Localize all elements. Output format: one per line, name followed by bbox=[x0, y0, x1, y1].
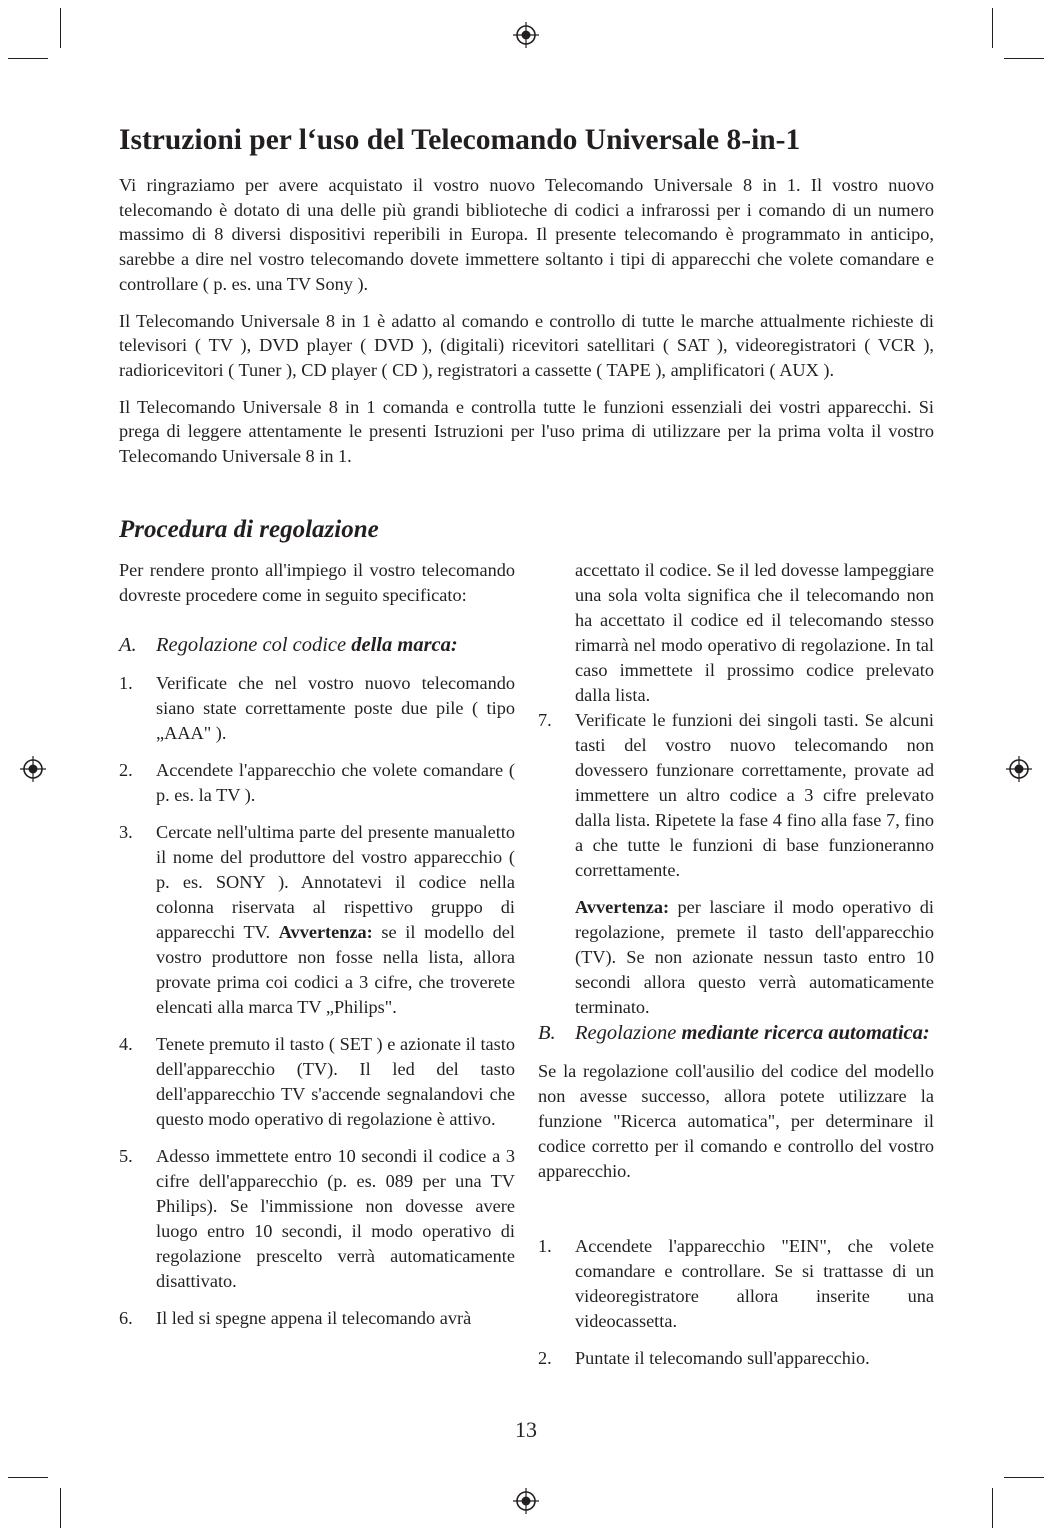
list-number: 1. bbox=[119, 673, 133, 693]
subheading-bold: della marca: bbox=[351, 634, 458, 656]
list-item bbox=[538, 708, 934, 883]
list-text: Tenete premuto il tasto ( SET ) e azionate il tasto dell'apparecchio (TV). Il led del tasto dell'apparecchio TV s'accende segnalandovi che questo modo operativo di regolazione è attivo. bbox=[156, 1034, 515, 1129]
list-item bbox=[119, 671, 515, 746]
list-number: 7. bbox=[538, 710, 552, 730]
crop-mark bbox=[992, 8, 993, 48]
list-item bbox=[119, 1306, 515, 1331]
list-text: Verificate che nel vostro nuovo telecomando siano state correttamente poste due pile ( tipo „AAA" ). bbox=[156, 673, 515, 743]
intro-paragraph: Il Telecomando Universale 8 in 1 è adatto al comando e controllo di tutte le marche attualmente richieste di televisori ( TV ), DVD player ( DVD ), (digitali) ricevitori satellitari ( SAT ), videoregistratori ( VCR ), radioricevitori ( Tuner ), CD player ( CD ), registratori a cassette ( TAPE ), amplificatori ( AUX ). bbox=[119, 310, 934, 380]
page-number: 13 bbox=[515, 1417, 537, 1442]
registration-mark-icon bbox=[513, 1488, 539, 1514]
list-item bbox=[538, 1346, 934, 1371]
list-continuation: accettato il codice. Se il led dovesse lampeggiare una sola volta significa che il telecomando non ha accettato il codice ed il telecomando stesso rimarrà nel modo operativo di regolazione. In tal caso immettete il prossimo codice prelevato dalla lista. bbox=[575, 560, 934, 705]
list-item bbox=[538, 1234, 934, 1334]
list-text-part: se il modello del vostro produttore non fosse nella lista, allora provate prima coi codici a 3 cifre, che troverete elencati alla marca TV „Philips". bbox=[156, 922, 515, 1017]
list-text: Adesso immettete entro 10 secondi il codice a 3 cifre dell'apparecchio (p. es. 089 per una TV Philips). Se l'immissione non dovesse avere luogo entro 10 secondi, il modo operativo di regolazione prescelto verrà automaticamente disattivato. bbox=[156, 1146, 515, 1291]
list-item bbox=[119, 758, 515, 808]
crop-mark bbox=[8, 58, 48, 59]
subheading-a bbox=[119, 632, 515, 659]
note-paragraph bbox=[538, 895, 934, 1020]
page-title: Istruzioni per l‘uso del Telecomando Universale 8-in-1 bbox=[119, 124, 801, 156]
list-number: 2. bbox=[538, 1348, 552, 1368]
section-lead: Se la regolazione coll'ausilio del codice del modello non avesse successo, allora potete utilizzare la funzione "Ricerca automatica", per determinare il codice corretto per il comando e controllo del vostro apparecchio. bbox=[538, 1061, 934, 1181]
intro-paragraph: Il Telecomando Universale 8 in 1 comanda e controlla tutte le funzioni essenziali dei vostri apparecchi. Si prega di leggere attentamente le presenti Istruzioni per l'uso prima di utilizzare per la prima volta il vostro Telecomando Universale 8 in 1. bbox=[119, 396, 934, 467]
left-column bbox=[119, 558, 515, 1343]
right-column bbox=[538, 558, 934, 1383]
crop-mark bbox=[992, 1488, 993, 1528]
intro-paragraph: Vi ringraziamo per avere acquistato il vostro nuovo Telecomando Universale 8 in 1. Il vostro nuovo telecomando è dotato di una delle più grandi biblioteche di codici a infrarossi per i comando di un numero massimo di 8 diversi dispositivi reperibili in Europa. Il presente telecomando è programmato in anticipo, sarebbe a dire nel vostro telecomando dovete immettere soltanto i tipi di apparecchi che volete comandare e controllare ( p. es. una TV Sony ). bbox=[119, 175, 934, 294]
list-number: 2. bbox=[119, 760, 133, 780]
registration-mark-icon bbox=[1006, 756, 1032, 782]
registration-mark-icon bbox=[20, 756, 46, 782]
intro-text bbox=[119, 173, 934, 481]
crop-mark bbox=[1004, 1477, 1044, 1478]
warning-label: Avvertenza: bbox=[278, 922, 373, 942]
list-number: 4. bbox=[119, 1034, 133, 1054]
list-item bbox=[119, 1032, 515, 1132]
list-number: 1. bbox=[538, 1236, 552, 1256]
crop-mark bbox=[1004, 58, 1044, 59]
subheading-letter: B. bbox=[538, 1022, 556, 1044]
subheading-b bbox=[538, 1020, 934, 1047]
crop-mark bbox=[8, 1477, 48, 1478]
list-item bbox=[119, 820, 515, 1020]
list-number: 3. bbox=[119, 822, 133, 842]
warning-label: Avvertenza: bbox=[575, 897, 670, 917]
subheading-text: Regolazione bbox=[575, 1022, 682, 1044]
list-number: 6. bbox=[119, 1308, 133, 1328]
registration-mark-icon bbox=[513, 22, 539, 48]
section-lead: Per rendere pronto all'impiego il vostro telecomando dovreste procedere come in seguito specificato: bbox=[119, 560, 515, 605]
list-item bbox=[119, 1144, 515, 1294]
subheading-letter: A. bbox=[119, 634, 137, 656]
section-title: Procedura di regolazione bbox=[119, 516, 379, 543]
list-text: Verificate le funzioni dei singoli tasti. Se alcuni tasti del vostro nuovo telecomando non dovessero funzionare correttamente, provate ad immettere un altro codice a 3 cifre prelevato dalla lista. Ripetete la fase 4 fino alla fase 7, fino a che tutte le funzioni di base funzioneranno correttamente. bbox=[575, 710, 934, 880]
list-text: Accendete l'apparecchio che volete comandare ( p. es. la TV ). bbox=[156, 760, 515, 805]
list-text: Accendete l'apparecchio "EIN", che volete comandare e controllare. Se si trattasse di un videoregistratore allora inserite una videocassetta. bbox=[575, 1236, 934, 1331]
crop-mark bbox=[60, 1488, 61, 1528]
list-text: Il led si spegne appena il telecomando avrà bbox=[156, 1308, 472, 1328]
crop-mark bbox=[60, 8, 61, 48]
subheading-text: Regolazione col codice bbox=[156, 634, 352, 656]
list-text: Puntate il telecomando sull'apparecchio. bbox=[575, 1348, 870, 1368]
subheading-bold: mediante ricerca automatica: bbox=[681, 1022, 930, 1044]
list-number: 5. bbox=[119, 1146, 133, 1166]
list-text-part: Cercate nell'ultima parte del presente manualetto il nome del produttore del vostro apparecchio ( p. es. SONY ). Annotatevi il codice nella colonna riservata al rispettivo gruppo di apparecchi TV. bbox=[156, 822, 515, 942]
list-text bbox=[156, 820, 515, 1020]
note-text: per lasciare il modo operativo di regolazione, premete il tasto dell'apparecchio (TV). Se non azionate nessun tasto entro 10 secondi allora questo verrà automaticamente terminato. bbox=[575, 897, 934, 1017]
